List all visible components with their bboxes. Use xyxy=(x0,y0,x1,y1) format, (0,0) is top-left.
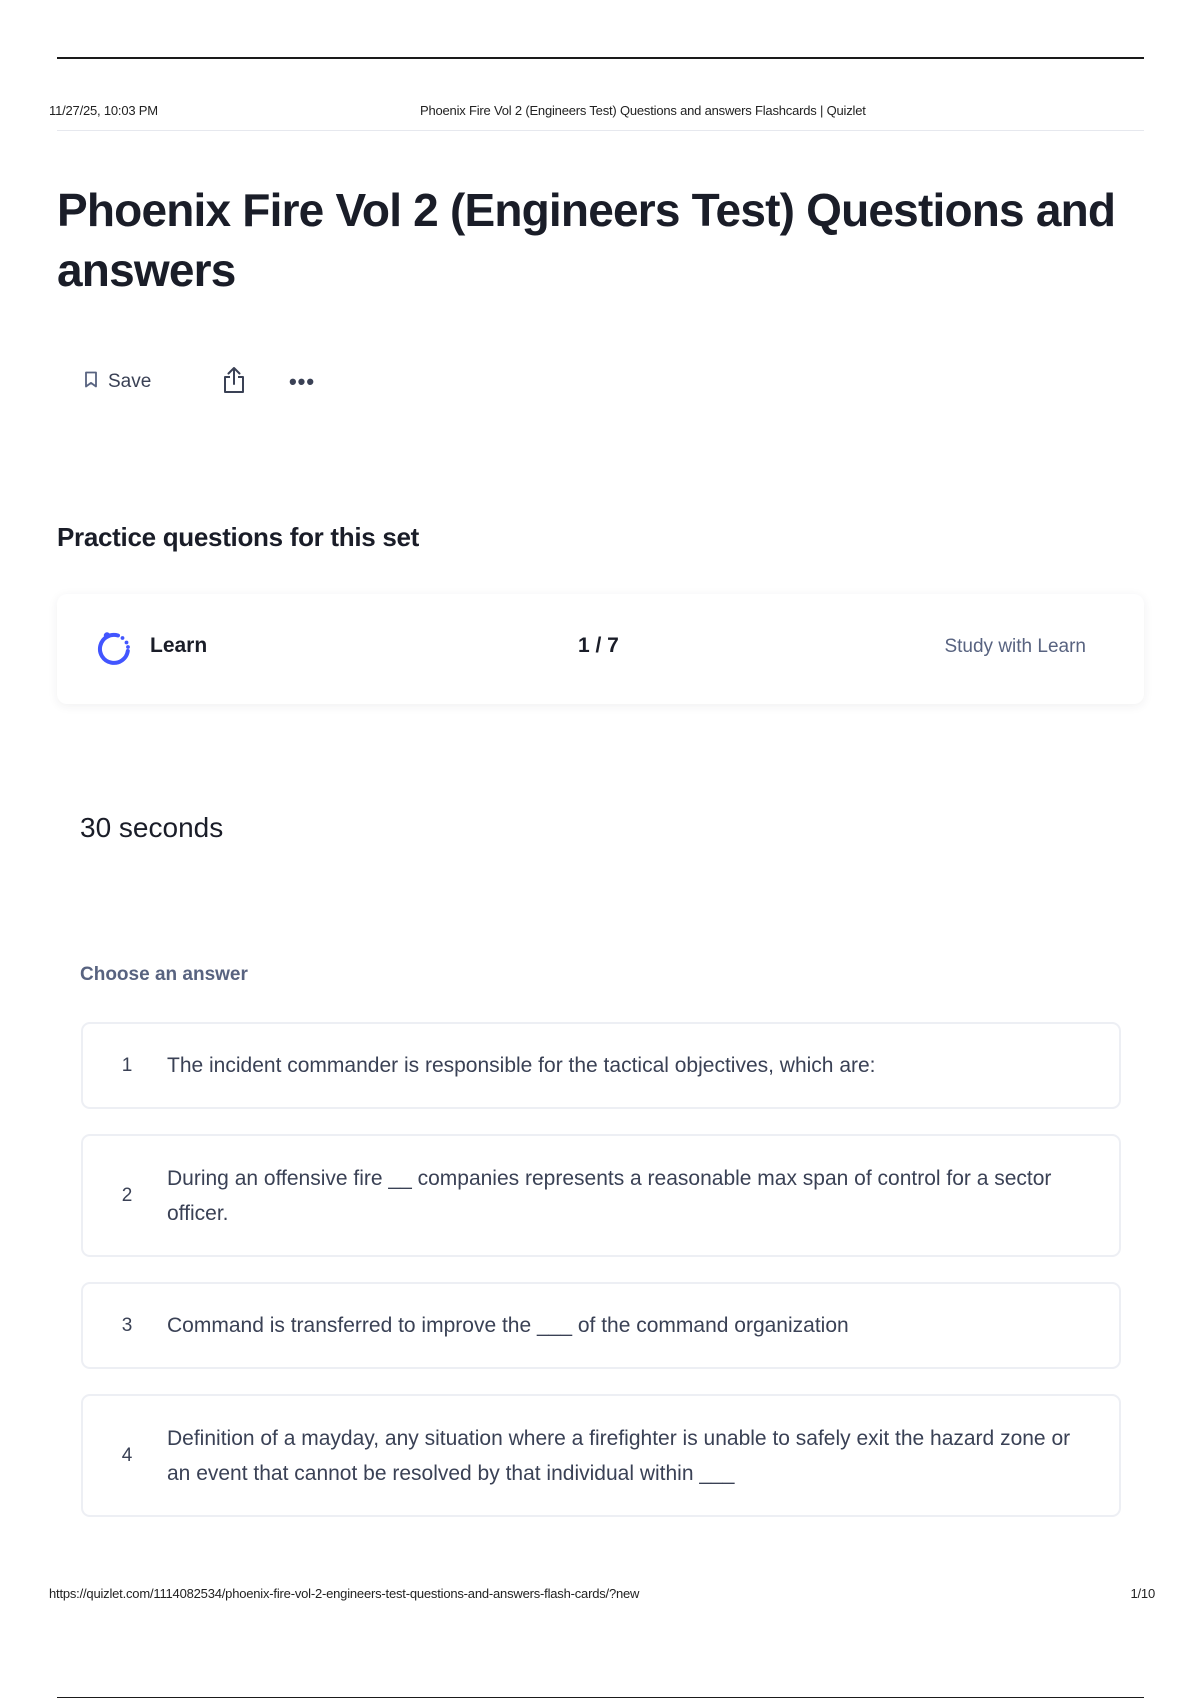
option-number: 4 xyxy=(121,1444,133,1466)
header-divider xyxy=(57,130,1144,131)
print-header xyxy=(49,103,1144,123)
set-title: Phoenix Fire Vol 2 (Engineers Test) Questions and answers xyxy=(57,184,1116,296)
page-bottom-rule xyxy=(57,1697,1144,1698)
print-date: 11/27/25, 10:03 PM xyxy=(49,103,158,118)
answer-option[interactable] xyxy=(81,1394,1121,1517)
share-button[interactable] xyxy=(216,362,252,402)
more-options-button[interactable] xyxy=(284,362,320,402)
learn-label: Learn xyxy=(150,634,208,657)
option-text: Definition of a mayday, any situation where a firefighter is unable to safely exit the hazard zone or an event that cannot be resolved by that individual within ___ xyxy=(167,1426,1071,1485)
learn-icon xyxy=(94,629,134,669)
answer-option[interactable] xyxy=(81,1282,1121,1369)
learn-card xyxy=(57,594,1144,704)
option-number: 3 xyxy=(121,1314,133,1336)
save-button[interactable] xyxy=(84,362,184,402)
option-number: 1 xyxy=(121,1054,133,1076)
answer-option[interactable] xyxy=(81,1022,1121,1109)
page-number: 1/10 xyxy=(1130,1586,1155,1601)
save-label: Save xyxy=(108,371,152,392)
practice-section-title: Practice questions for this set xyxy=(57,522,420,552)
question-prompt: 30 seconds xyxy=(80,812,224,843)
more-icon: ••• xyxy=(288,369,316,394)
learn-progress: 1 / 7 xyxy=(578,634,619,657)
option-text: During an offensive fire __ companies represents a reasonable max span of control for a sector officer. xyxy=(167,1166,1052,1225)
answer-option[interactable] xyxy=(81,1134,1121,1257)
bookmark-icon xyxy=(84,371,98,393)
study-with-learn-link[interactable]: Study with Learn xyxy=(944,636,1086,657)
print-document-title: Phoenix Fire Vol 2 (Engineers Test) Questions and answers Flashcards | Quizlet xyxy=(420,103,866,118)
print-url: https://quizlet.com/1114082534/phoenix-fire-vol-2-engineers-test-questions-and-answers-flash-cards/?new xyxy=(49,1586,640,1601)
option-text: Command is transferred to improve the ___ of the command organization xyxy=(167,1314,849,1337)
option-text: The incident commander is responsible for the tactical objectives, which are: xyxy=(167,1054,876,1077)
print-footer xyxy=(49,1586,1155,1606)
share-icon xyxy=(222,366,246,399)
choose-answer-label: Choose an answer xyxy=(80,964,248,985)
option-number: 2 xyxy=(121,1184,133,1206)
page-top-rule xyxy=(57,57,1144,59)
